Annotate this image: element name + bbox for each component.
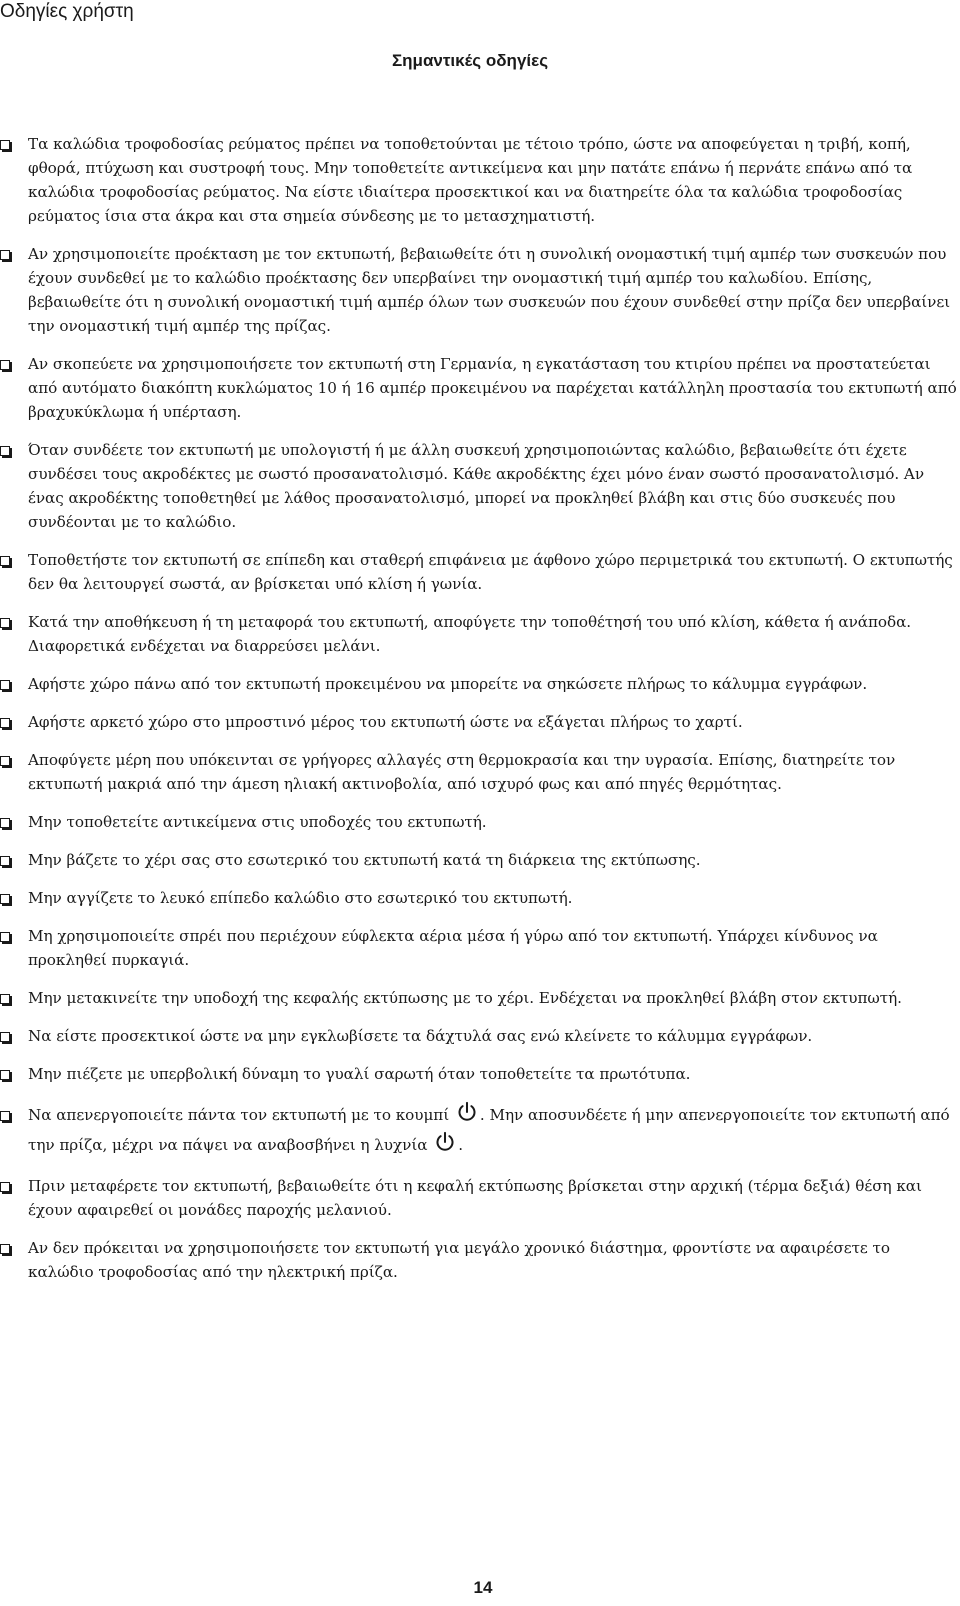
checkbox-bullet-icon xyxy=(0,1111,10,1121)
instruction-text: Αφήστε αρκετό χώρο στο μπροστινό μέρος του εκτυπωτή ώστε να εξάγεται πλήρως το χαρτί. xyxy=(28,713,743,731)
checkbox-bullet-icon xyxy=(0,856,10,866)
instruction-text: Αποφύγετε μέρη που υπόκεινται σε γρήγορες αλλαγές στη θερμοκρασία και την υγρασία. Επίσης, διατηρείτε τον εκτυπωτή μακριά από την άμεση ηλιακή ακτινοβολία, από ισχυρό φως και από πηγές θερμότητας. xyxy=(28,751,896,793)
list-item xyxy=(0,1236,958,1284)
instruction-text: Αν χρησιμοποιείτε προέκταση με τον εκτυπωτή, βεβαιωθείτε ότι η συνολική ονομαστική τιμή αμπέρ των συσκευών που έχουν συνδεθεί με το καλώδιο προέκτασης δεν υπερβαίνει την ονομαστική τιμή αμπέρ του καλωδίου. Επίσης, βεβαιωθείτε ότι η συνολική ονομαστική τιμή αμπέρ όλων των συσκευών που έχουν συνδεθεί στην πρίζα δεν υπερβαίνει την ονομαστική τιμή αμπέρ της πρίζας. xyxy=(28,245,951,335)
instruction-text: Μην μετακινείτε την υποδοχή της κεφαλής εκτύπωσης με το χέρι. Ενδέχεται να προκληθεί βλάβη στον εκτυπωτή. xyxy=(28,989,902,1007)
instruction-text: Πριν μεταφέρετε τον εκτυπωτή, βεβαιωθείτε ότι η κεφαλή εκτύπωσης βρίσκεται στην αρχική (τέρμα δεξιά) θέση και έχουν αφαιρεθεί οι μονάδες παροχής μελανιού. xyxy=(28,1177,922,1219)
instruction-text: Τα καλώδια τροφοδοσίας ρεύματος πρέπει να τοποθετούνται με τέτοιο τρόπο, ώστε να αποφεύγεται η τριβή, κοπή, φθορά, πτύχωση και συστροφή τους. Μην τοποθετείτε αντικείμενα και μην πατάτε επάνω ή περνάτε επάνω από τα καλώδια τροφοδοσίας ρεύματος. Να είστε ιδιαίτερα προσεκτικοί και να διατηρείτε όλα τα καλώδια τροφοδοσίας ρεύματος ίσια στα άκρα και στα σημεία σύνδεσης με το μετασχηματιστή. xyxy=(28,135,913,225)
list-item xyxy=(0,710,958,734)
checkbox-bullet-icon xyxy=(0,140,10,150)
list-item xyxy=(0,810,958,834)
list-item xyxy=(0,672,958,696)
power-instruction-part3: . xyxy=(458,1136,463,1154)
instruction-text: Μην αγγίζετε το λευκό επίπεδο καλώδιο στο εσωτερικό του εκτυπωτή. xyxy=(28,889,573,907)
list-item xyxy=(0,610,958,658)
instructions-list xyxy=(0,132,958,1298)
checkbox-bullet-icon xyxy=(0,756,10,766)
power-icon xyxy=(434,1131,456,1153)
list-item xyxy=(0,1024,958,1048)
instruction-text: Μην πιέζετε με υπερβολική δύναμη το γυαλί σαρωτή όταν τοποθετείτε τα πρωτότυπα. xyxy=(28,1065,691,1083)
section-title xyxy=(0,50,960,72)
checkbox-bullet-icon xyxy=(0,250,10,260)
instruction-text: Κατά την αποθήκευση ή τη μεταφορά του εκτυπωτή, αποφύγετε την τοποθέτησή του υπό κλίση, κάθετα ή ανάποδα. Διαφορετικά ενδέχεται να διαρρεύσει μελάνι. xyxy=(28,613,912,655)
page-number xyxy=(0,1578,960,1598)
list-item xyxy=(0,1174,958,1222)
checkbox-bullet-icon xyxy=(0,556,10,566)
checkbox-bullet-icon xyxy=(0,818,10,828)
checkbox-bullet-icon xyxy=(0,894,10,904)
list-item xyxy=(0,132,958,228)
power-icon xyxy=(456,1101,478,1123)
instruction-text: Αφήστε χώρο πάνω από τον εκτυπωτή προκειμένου να μπορείτε να σηκώσετε πλήρως το κάλυμμα εγγράφων. xyxy=(28,675,868,693)
checkbox-bullet-icon xyxy=(0,1070,10,1080)
list-item xyxy=(0,848,958,872)
instruction-text: Μη χρησιμοποιείτε σπρέι που περιέχουν εύφλεκτα αέρια μέσα ή γύρω από τον εκτυπωτή. Υπάρχει κίνδυνος να προκληθεί πυρκαγιά. xyxy=(28,927,878,969)
list-item xyxy=(0,352,958,424)
document-header: Οδηγίες χρήστη xyxy=(0,1,134,22)
list-item xyxy=(0,548,958,596)
list-item xyxy=(0,924,958,972)
list-item-power xyxy=(0,1100,958,1160)
list-item xyxy=(0,986,958,1010)
checkbox-bullet-icon xyxy=(0,680,10,690)
checkbox-bullet-icon xyxy=(0,994,10,1004)
checkbox-bullet-icon xyxy=(0,618,10,628)
checkbox-bullet-icon xyxy=(0,1182,10,1192)
instruction-text: Αν σκοπεύετε να χρησιμοποιήσετε τον εκτυπωτή στη Γερμανία, η εγκατάσταση του κτιρίου πρέπει να προστατεύεται από αυτόματο διακόπτη κυκλώματος 10 ή 16 αμπέρ προκειμένου να παρέχεται κατάλληλη προστασία του εκτυπωτή από βραχυκύκλωμα ή υπέρταση. xyxy=(28,355,957,421)
checkbox-bullet-icon xyxy=(0,1244,10,1254)
page-number-text: 14 xyxy=(473,1578,493,1597)
instruction-text: Μην τοποθετείτε αντικείμενα στις υποδοχές του εκτυπωτή. xyxy=(28,813,487,831)
list-item xyxy=(0,748,958,796)
checkbox-bullet-icon xyxy=(0,932,10,942)
instruction-text: Τοποθετήστε τον εκτυπωτή σε επίπεδη και σταθερή επιφάνεια με άφθονο χώρο περιμετρικά του εκτυπωτή. Ο εκτυπωτής δεν θα λειτουργεί σωστά, αν βρίσκεται υπό κλίση ή γωνία. xyxy=(28,551,953,593)
list-item xyxy=(0,886,958,910)
checkbox-bullet-icon xyxy=(0,718,10,728)
list-item xyxy=(0,438,958,534)
instruction-text: Όταν συνδέετε τον εκτυπωτή με υπολογιστή ή με άλλη συσκευή χρησιμοποιώντας καλώδιο, βεβαιωθείτε ότι έχετε συνδέσει τους ακροδέκτες με σωστό προσανατολισμό. Κάθε ακροδέκτης έχει μόνο έναν σωστό προσανατολισμό. Αν ένας ακροδέκτης τοποθετηθεί με λάθος προσανατολισμό, μπορεί να προκληθεί βλάβη και στις δύο συσκευές που συνδέονται με το καλώδιο. xyxy=(28,441,925,531)
list-item xyxy=(0,1062,958,1086)
checkbox-bullet-icon xyxy=(0,446,10,456)
instruction-text: Αν δεν πρόκειται να χρησιμοποιήσετε τον εκτυπωτή για μεγάλο χρονικό διάστημα, φροντίστε να αφαιρέσετε το καλώδιο τροφοδοσίας από την ηλεκτρική πρίζα. xyxy=(28,1239,890,1281)
instruction-text: Να είστε προσεκτικοί ώστε να μην εγκλωβίσετε τα δάχτυλά σας ενώ κλείνετε το κάλυμμα εγγράφων. xyxy=(28,1027,813,1045)
section-title-text: Σημαντικές οδηγίες xyxy=(391,51,549,70)
checkbox-bullet-icon xyxy=(0,360,10,370)
list-item xyxy=(0,242,958,338)
checkbox-bullet-icon xyxy=(0,1032,10,1042)
power-instruction-part2: . Μην αποσυνδέετε ή μην απενεργοποιείτε τον εκτυπωτή από την πρίζα, μέχρι να πάψει να αναβοσβήνει η λυχνία xyxy=(28,1106,950,1154)
power-instruction-part1: Να απενεργοποιείτε πάντα τον εκτυπωτή με το κουμπί xyxy=(28,1106,450,1124)
instruction-text: Μην βάζετε το χέρι σας στο εσωτερικό του εκτυπωτή κατά τη διάρκεια της εκτύπωσης. xyxy=(28,851,701,869)
